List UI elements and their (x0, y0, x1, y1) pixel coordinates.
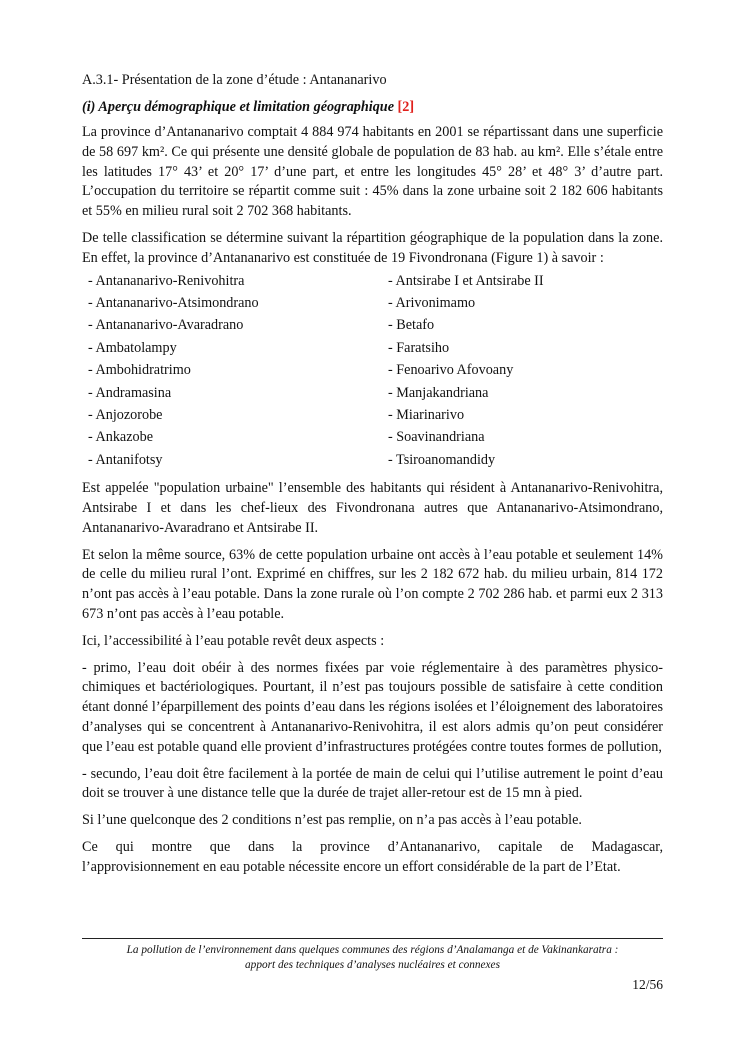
list-item: - Ambatolampy (88, 339, 177, 356)
conclusion-line-2: l’approvisionnement en eau potable nécessite encore un effort considérable de la part de l’Etat. (82, 858, 621, 875)
paragraph-secundo: - secundo, l’eau doit être facilement à la portée de main de celui qui l’utilise autrement le point d’eau doit se trouver à une distance telle que la durée de trajet aller-retour est de 15 mn à pied. (82, 765, 663, 802)
paragraph-classification: De telle classification se détermine suivant la répartition géographique de la population dans la zone. En effet, la province d’Antananarivo est constituée de 19 Fivondronana (Figure 1) à savoir : (82, 229, 663, 266)
list-item: - Fenoarivo Afovoany (388, 362, 514, 379)
paragraph-conditions: Si l’une quelconque des 2 conditions n’est pas remplie, on n’a pas accès à l’eau potable. (82, 812, 582, 829)
list-item: - Ambohidratrimo (88, 362, 191, 379)
list-item: - Faratsiho (388, 339, 450, 356)
list-item: - Antanifotsy (88, 451, 163, 468)
list-item: - Ankazobe (88, 429, 153, 446)
paragraph-water-access: Et selon la même source, 63% de cette population urbaine ont accès à l’eau potable et seulement 14% de celle du milieu rural l’ont. Exprimé en chiffres, sur les 2 182 672 hab. du milieu urbain, 814 172 n’ont pas accès à l’eau potable. Dans la zone rurale où l’on compte 2 702 286 hab. et parmi eux 2 313 673 n’ont pas accès à l’eau potable. (82, 546, 663, 623)
list-item: - Miarinarivo (388, 407, 465, 424)
subheading-text: (i) Aperçu démographique et limitation géographique (82, 99, 394, 115)
footer-line-2: apport des techniques d’analyses nucléaires et connexes (245, 959, 500, 971)
document-body (82, 70, 663, 878)
section-heading: A.3.1- Présentation de la zone d’étude : Antananarivo (82, 72, 387, 88)
list-item: - Manjakandriana (388, 384, 489, 401)
paragraph-urban-population: Est appelée "population urbaine" l’ensemble des habitants qui résident à Antananarivo-Renivohitra, Antsirabe I et dans les chef-lieux des Fivondronana autres que Antananarivo-Atsimondrano, Antananarivo-Avaradrano et Antsirabe II. (82, 480, 663, 536)
list-item: - Antananarivo-Atsimondrano (88, 294, 259, 311)
list-item: - Tsiroanomandidy (388, 451, 496, 468)
paragraph-conclusion (82, 838, 663, 878)
fivondronana-list (82, 270, 663, 472)
conclusion-line-1: Ce qui montre que dans la province d’Antananarivo, capitale de Madagascar, (82, 838, 663, 855)
list-item: - Soavinandriana (388, 429, 485, 446)
list-item: - Betafo (388, 317, 435, 334)
page-footer (82, 943, 663, 973)
citation-ref-link[interactable]: [2] (397, 99, 415, 115)
footer-divider (82, 938, 663, 939)
paragraph-population: La province d’Antananarivo comptait 4 884 974 habitants en 2001 se répartissant dans une superficie de 58 697 km². Ce qui présente une densité globale de population de 83 hab. au km². Elle s’étale entre les latitudes 17° 43’ et 20° 17’ d’une part, et entre les longitudes 45° 28’ et 48° 3’ d’autre part. L’occupation du territoire se répartit comme suit : 45% dans la zone urbaine soit 2 182 606 habitants et 55% en milieu rural soit 2 702 368 habitants. (82, 124, 663, 220)
list-item: - Anjozorobe (88, 407, 163, 424)
subheading (82, 97, 663, 117)
list-item: - Antananarivo-Renivohitra (88, 272, 245, 289)
list-item: - Andramasina (88, 384, 172, 401)
list-item: - Antananarivo-Avaradrano (88, 317, 244, 334)
list-item: - Antsirabe I et Antsirabe II (388, 272, 544, 289)
list-item: - Arivonimamo (388, 294, 476, 311)
page-number: 12/56 (632, 977, 663, 992)
footer-line-1: La pollution de l’environnement dans quelques communes des régions d’Analamanga et de Vakinankaratra : (126, 944, 619, 956)
paragraph-aspects-intro: Ici, l’accessibilité à l’eau potable revêt deux aspects : (82, 632, 385, 649)
paragraph-primo: - primo, l’eau doit obéir à des normes fixées par voie réglementaire à des paramètres physico-chimiques et bactériologiques. Pourtant, il n’est pas toujours possible de satisfaire à cette condition étant donné l’éparpillement des points d’eau dans les régions isolées et l’éloignement des laboratoires d’analyses qui se concentrent à Antananarivo-Renivohitra, il est alors admis qu’on peut considérer que l’eau est potable quand elle provient d’infrastructures protégées contre toutes formes de pollution, (82, 659, 663, 755)
